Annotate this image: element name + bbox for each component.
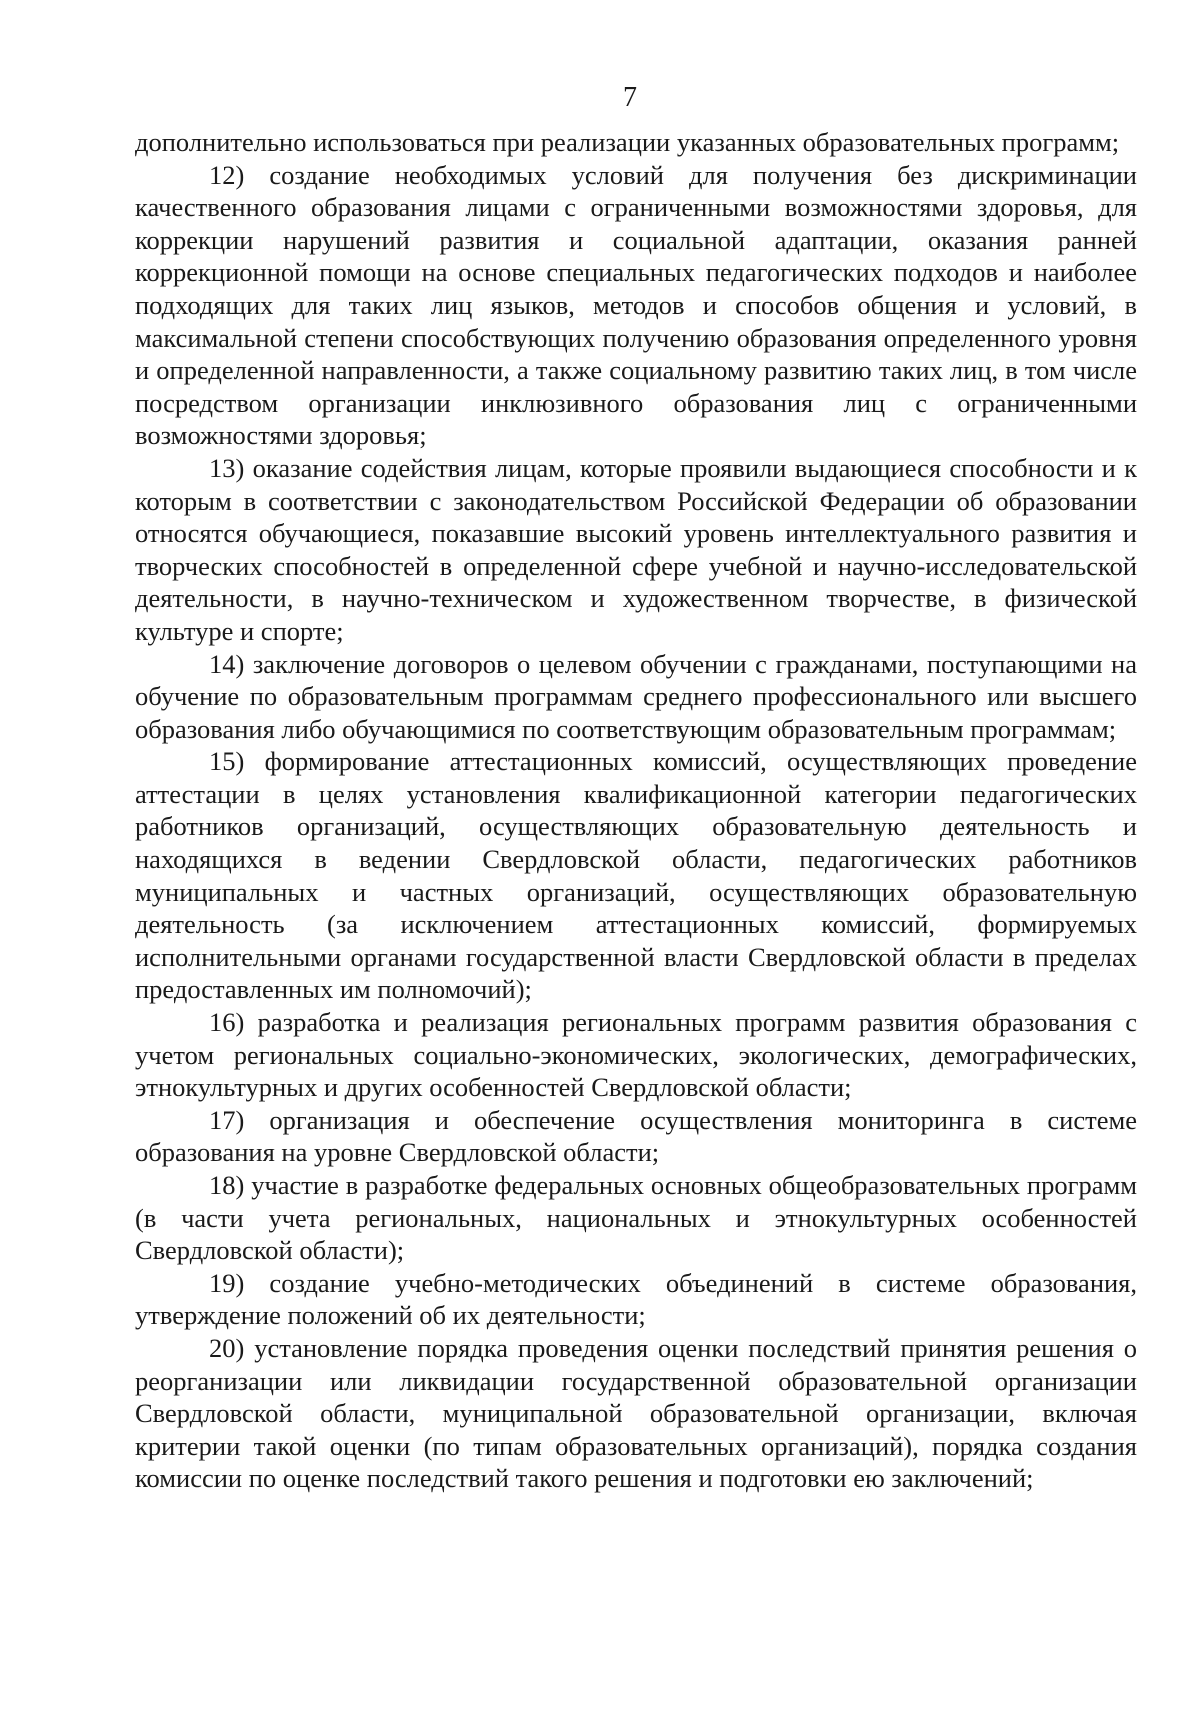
list-item-19: 19) создание учебно-методических объединений в системе образования, утверждение положений об их деятельности; bbox=[135, 1267, 1137, 1331]
list-item-15: 15) формирование аттестационных комиссий, осуществляющих проведение аттестации в целях установления квалификационной категории педагогических работников организаций, осуществляющих образовательную деятельность и находящихся в ведении Свердловской области, педагогических работников муниципальных и частных организаций, осуществляющих образовательную деятельность (за исключением аттестационных комиссий, формируемых исполнительными органами государственной власти Свердловской области в пределах предоставленных им полномочий); bbox=[135, 746, 1137, 1005]
list-item-12: 12) создание необходимых условий для получения без дискриминации качественного образования лицами с ограниченными возможностями здоровья, для коррекции нарушений развития и социальной адаптации, оказания ранней коррекционной помощи на основе специальных педагогических подходов и наиболее подходящих для таких лиц языков, методов и способов общения и условий, в максимальной степени способствующих получению образования определенного уровня и определенной направленности, а также социальному развитию таких лиц, в том числе посредством организации инклюзивного образования лиц с ограниченными возможностями здоровья; bbox=[135, 159, 1137, 451]
paragraph-continuation: дополнительно использоваться при реализации указанных образовательных программ; bbox=[135, 127, 1120, 157]
list-item-16: 16) разработка и реализация региональных программ развития образования с учетом региональных социально-экономических, экологических, демографических, этнокультурных и других особенностей Свердловской области; bbox=[135, 1007, 1137, 1103]
list-item-18: 18) участие в разработке федеральных основных общеобразовательных программ (в части учета региональных, национальных и этнокультурных особенностей Свердловской области); bbox=[135, 1170, 1137, 1266]
list-item-14: 14) заключение договоров о целевом обучении с гражданами, поступающими на обучение по образовательным программам среднего профессионального или высшего образования либо обучающимися по соответствующим образовательным программам; bbox=[135, 648, 1137, 744]
list-item-17: 17) организация и обеспечение осуществления мониторинга в системе образования на уровне Свердловской области; bbox=[135, 1104, 1137, 1168]
list-item-20: 20) установление порядка проведения оценки последствий принятия решения о реорганизации или ликвидации государственной образовательной организации Свердловской области, муниципальной образовательной организации, включая критерии такой оценки (по типам образовательных организаций), порядка создания комиссии по оценке последствий такого решения и подготовки ею заключений; bbox=[135, 1332, 1137, 1494]
list-item-13: 13) оказание содействия лицам, которые проявили выдающиеся способности и к которым в соответствии с законодательством Российской Федерации об образовании относятся обучающиеся, показавшие высокий уровень интеллектуального развития и творческих способностей в определенной сфере учебной и научно-исследовательской деятельности, в научно-техническом и художественном творчестве, в физической культуре и спорте; bbox=[135, 452, 1137, 646]
document-body bbox=[135, 126, 1137, 1495]
page-number: 7 bbox=[623, 82, 637, 113]
